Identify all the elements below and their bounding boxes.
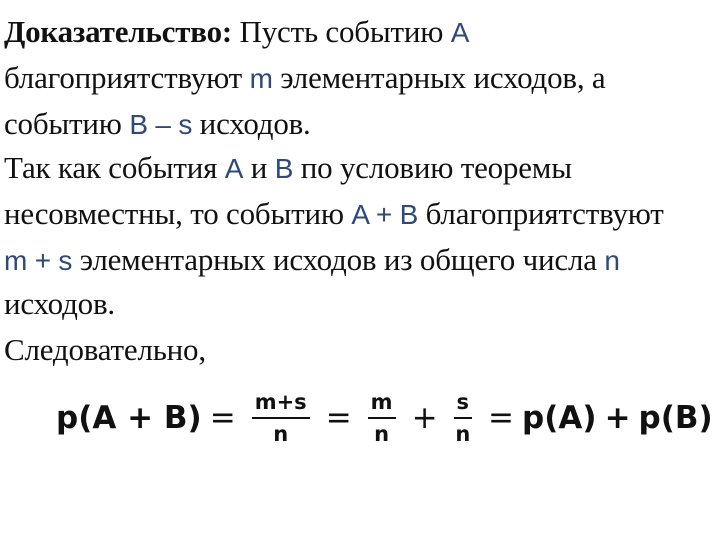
text-segment: Пусть событию — [232, 14, 451, 49]
var-m-plus-s: m + s — [4, 245, 73, 276]
text-segment: исходов. — [192, 106, 311, 141]
text-segment: по условию теоремы — [293, 150, 572, 185]
plus-sign: + — [604, 400, 631, 436]
text-segment: и — [243, 150, 275, 185]
proof-line-1 — [4, 14, 469, 51]
formula-p-a: p(A) — [522, 400, 597, 436]
fraction-denominator: n — [273, 422, 289, 446]
text-segment: исходов. — [4, 286, 115, 321]
var-m: m — [249, 63, 273, 94]
formula-lhs: p(A + B) — [56, 400, 202, 436]
text-segment: элементарных исходов из общего числа — [72, 242, 605, 277]
proof-line-5 — [4, 196, 664, 233]
text-segment: событию — [4, 106, 130, 141]
event-a: A — [450, 17, 470, 48]
fraction-denominator: n — [455, 422, 471, 446]
formula-p-b: p(B) — [638, 400, 713, 436]
fraction-numerator: s — [454, 389, 473, 419]
fraction-m-over-n — [368, 389, 396, 447]
proof-line-2 — [4, 60, 605, 97]
text-segment: элементарных исходов, а — [272, 60, 606, 95]
event-a: A — [224, 153, 244, 184]
text-segment: Следовательно, — [4, 332, 206, 367]
fraction-denominator: n — [374, 422, 390, 446]
proof-line-3 — [4, 106, 311, 143]
text-segment: несовместны, то событию — [4, 196, 352, 231]
fraction-m-plus-s-over-n — [252, 389, 310, 447]
text-segment: Так как события — [4, 150, 225, 185]
plus-sign: + — [411, 400, 438, 436]
event-a-plus-b: A + B — [351, 199, 419, 230]
proof-line-8 — [4, 332, 206, 368]
proof-label: Доказательство: — [4, 14, 232, 49]
event-b: B — [274, 153, 294, 184]
text-segment: благоприятствуют — [418, 196, 664, 231]
fraction-numerator: m+s — [252, 389, 310, 419]
var-n: n — [604, 245, 620, 276]
fraction-numerator: m — [368, 389, 396, 419]
equals-sign: = — [488, 400, 515, 436]
proof-line-6 — [4, 242, 620, 279]
proof-line-4 — [4, 150, 572, 187]
probability-sum-formula — [56, 378, 713, 458]
equals-sign: = — [209, 400, 236, 436]
text-segment: благоприятствуют — [4, 60, 250, 95]
fraction-s-over-n — [454, 389, 473, 447]
proof-line-7 — [4, 286, 115, 322]
event-b-s: B – s — [129, 109, 193, 140]
equals-sign: = — [325, 400, 352, 436]
